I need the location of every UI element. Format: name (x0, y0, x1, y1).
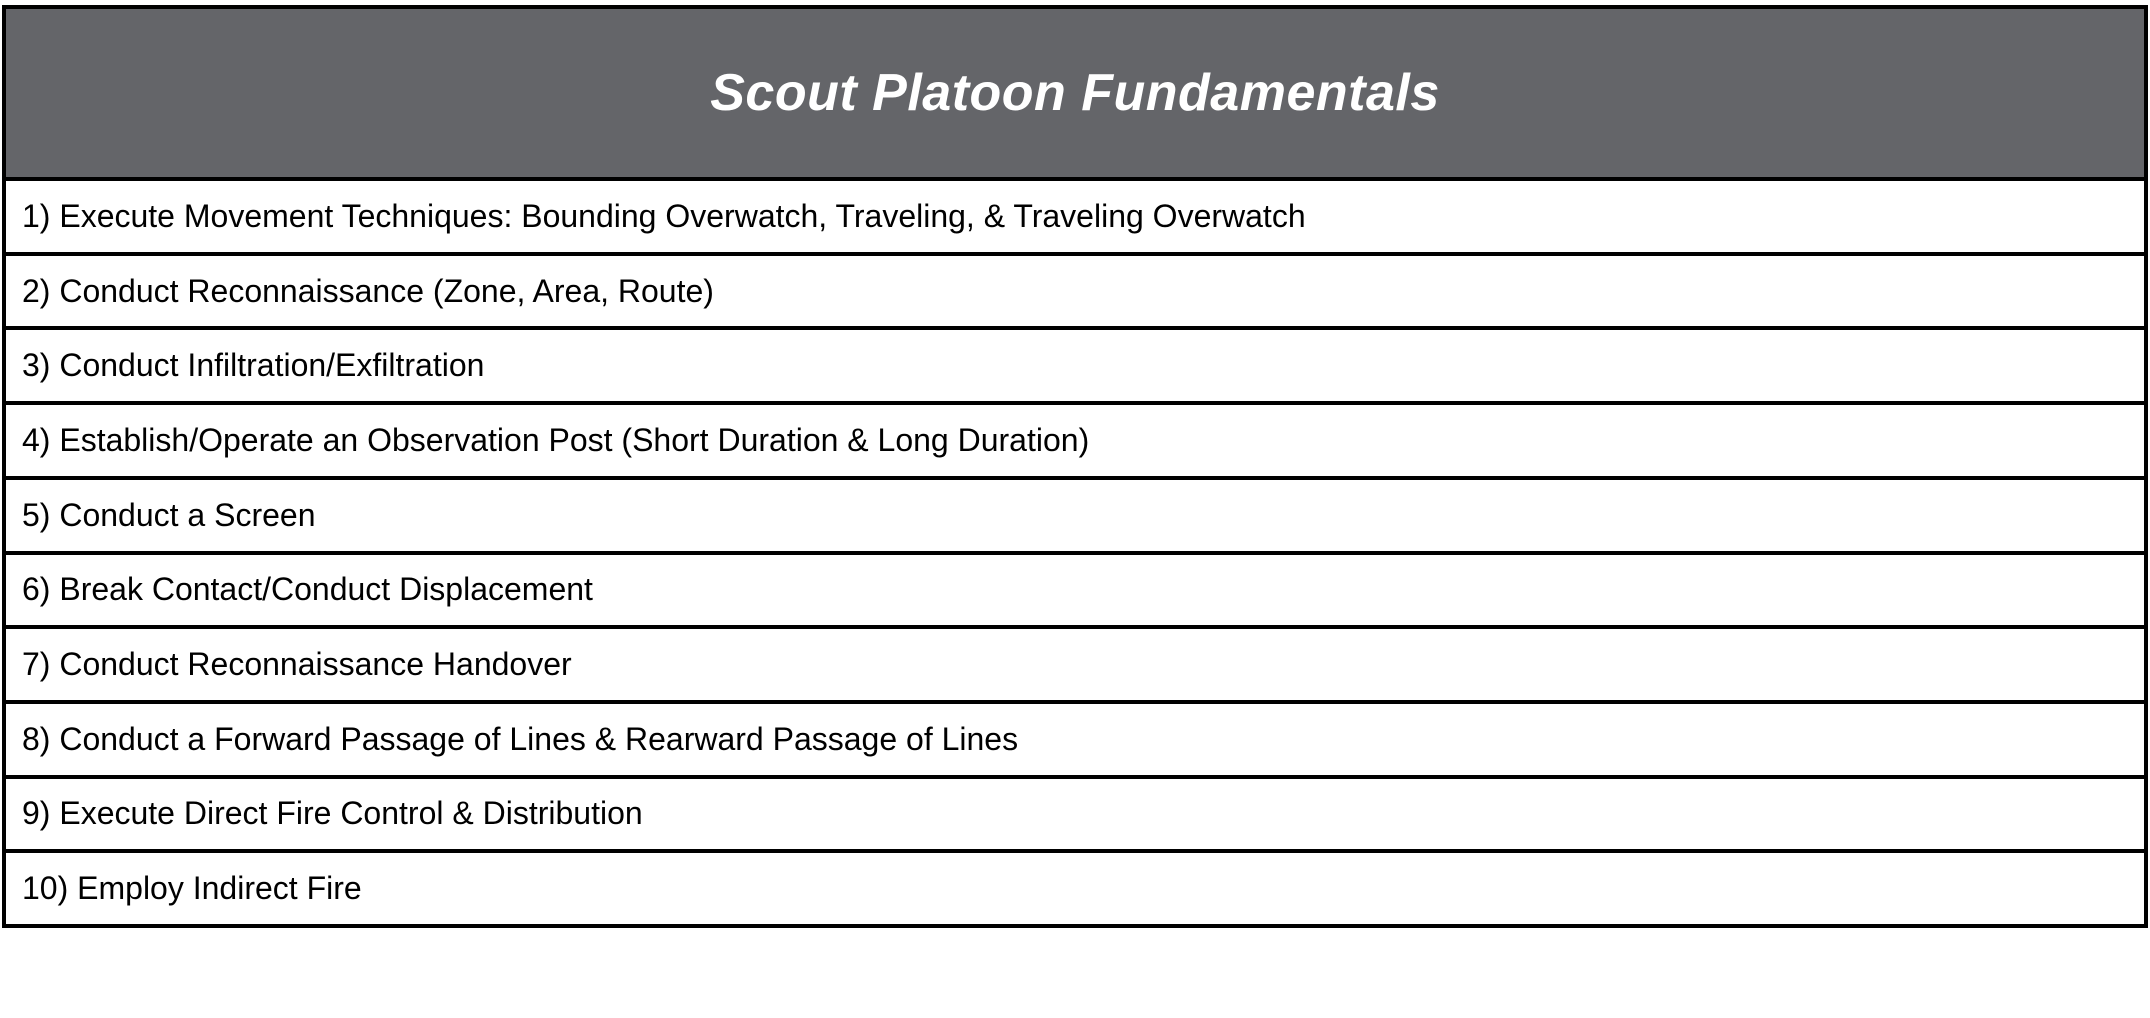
row-text: 5) Conduct a Screen (22, 496, 316, 533)
table-row (6, 330, 2144, 405)
row-text: 3) Conduct Infiltration/Exfiltration (22, 347, 485, 384)
table-row (6, 405, 2144, 480)
table-header (6, 9, 2144, 181)
table-row (6, 779, 2144, 854)
table-row (6, 704, 2144, 779)
table-row (6, 480, 2144, 555)
row-text: 10) Employ Indirect Fire (22, 870, 362, 907)
row-text: 8) Conduct a Forward Passage of Lines & Rearward Passage of Lines (22, 720, 1019, 757)
row-text: 1) Execute Movement Techniques: Bounding Overwatch, Traveling, & Traveling Overwatch (22, 197, 1306, 234)
fundamentals-table (2, 5, 2148, 928)
row-text: 7) Conduct Reconnaissance Handover (22, 646, 572, 683)
table-row (6, 629, 2144, 704)
table-row (6, 853, 2144, 924)
row-text: 9) Execute Direct Fire Control & Distribution (22, 795, 643, 832)
row-text: 6) Break Contact/Conduct Displacement (22, 571, 593, 608)
table-row (6, 256, 2144, 331)
table-row (6, 181, 2144, 256)
row-text: 2) Conduct Reconnaissance (Zone, Area, Route) (22, 272, 714, 309)
table-title: Scout Platoon Fundamentals (710, 64, 1440, 122)
table-row (6, 555, 2144, 630)
row-text: 4) Establish/Operate an Observation Post (Short Duration & Long Duration) (22, 421, 1090, 458)
